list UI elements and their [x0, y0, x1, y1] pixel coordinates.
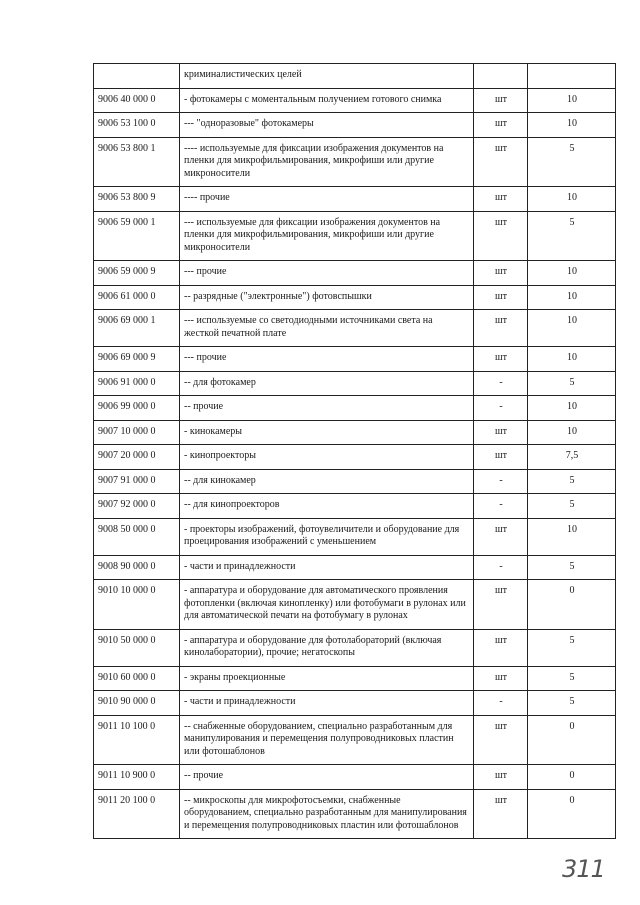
name-cell: --- используемые со светодиодными источниками света на жесткой печатной плате [180, 310, 474, 347]
unit-cell: - [474, 494, 528, 519]
table-row [94, 494, 616, 519]
table-row [94, 64, 616, 89]
name-cell: -- снабженные оборудованием, специально разработанным для манипулирования и перемещения полупроводниковых пластин или фотошаблонов [180, 715, 474, 765]
code-cell: 9006 59 000 9 [94, 261, 180, 286]
code-cell: 9008 50 000 0 [94, 518, 180, 555]
unit-cell: - [474, 396, 528, 421]
code-cell: 9006 40 000 0 [94, 88, 180, 113]
value-cell: 7,5 [528, 445, 616, 470]
value-cell: 5 [528, 371, 616, 396]
value-cell: 10 [528, 88, 616, 113]
value-cell: 10 [528, 187, 616, 212]
table-row [94, 580, 616, 630]
code-cell: 9006 53 800 9 [94, 187, 180, 212]
name-cell: - проекторы изображений, фотоувеличители и оборудование для проецирования изображений с уменьшением [180, 518, 474, 555]
code-cell: 9010 10 000 0 [94, 580, 180, 630]
code-cell: 9008 90 000 0 [94, 555, 180, 580]
name-cell: - кинокамеры [180, 420, 474, 445]
code-cell: 9007 10 000 0 [94, 420, 180, 445]
name-cell: - аппаратура и оборудование для фотолабораторий (включая кинолаборатории), прочие; негатоскопы [180, 629, 474, 666]
table-row [94, 420, 616, 445]
unit-cell: шт [474, 666, 528, 691]
code-cell: 9006 69 000 1 [94, 310, 180, 347]
code-cell: 9010 50 000 0 [94, 629, 180, 666]
name-cell: -- микроскопы для микрофотосъемки, снабженные оборудованием, специально разработанным для манипулирования и перемещения полупроводниковых пластин или фотошаблонов [180, 789, 474, 839]
value-cell: 5 [528, 691, 616, 716]
code-cell: 9010 60 000 0 [94, 666, 180, 691]
name-cell: -- для кинопроекторов [180, 494, 474, 519]
code-cell: 9006 53 100 0 [94, 113, 180, 138]
table-row [94, 445, 616, 470]
unit-cell: - [474, 555, 528, 580]
code-cell: 9011 10 100 0 [94, 715, 180, 765]
code-cell: 9006 59 000 1 [94, 211, 180, 261]
unit-cell: шт [474, 789, 528, 839]
unit-cell: шт [474, 347, 528, 372]
name-cell: - части и принадлежности [180, 555, 474, 580]
unit-cell: шт [474, 113, 528, 138]
unit-cell: шт [474, 420, 528, 445]
value-cell: 10 [528, 347, 616, 372]
name-cell: -- разрядные ("электронные") фотовспышки [180, 285, 474, 310]
code-cell: 9007 91 000 0 [94, 469, 180, 494]
value-cell: 0 [528, 715, 616, 765]
unit-cell: шт [474, 310, 528, 347]
value-cell: 10 [528, 285, 616, 310]
table-row [94, 113, 616, 138]
value-cell: 5 [528, 555, 616, 580]
table-row [94, 715, 616, 765]
name-cell: --- "одноразовые" фотокамеры [180, 113, 474, 138]
code-cell: 9006 69 000 9 [94, 347, 180, 372]
value-cell [528, 64, 616, 89]
code-cell: 9006 53 800 1 [94, 137, 180, 187]
unit-cell: шт [474, 187, 528, 212]
name-cell: --- прочие [180, 347, 474, 372]
tariff-table [93, 63, 616, 839]
value-cell: 0 [528, 765, 616, 790]
table-body [94, 64, 616, 839]
code-cell: 9006 91 000 0 [94, 371, 180, 396]
unit-cell: шт [474, 715, 528, 765]
table-row [94, 285, 616, 310]
name-cell: криминалистических целей [180, 64, 474, 89]
value-cell: 10 [528, 310, 616, 347]
unit-cell: шт [474, 765, 528, 790]
code-cell: 9006 61 000 0 [94, 285, 180, 310]
value-cell: 10 [528, 396, 616, 421]
value-cell: 5 [528, 494, 616, 519]
name-cell: -- для фотокамер [180, 371, 474, 396]
name-cell: -- для кинокамер [180, 469, 474, 494]
table-row [94, 396, 616, 421]
name-cell: -- прочие [180, 396, 474, 421]
table-row [94, 88, 616, 113]
unit-cell [474, 64, 528, 89]
table-row [94, 555, 616, 580]
table-row [94, 211, 616, 261]
name-cell: -- прочие [180, 765, 474, 790]
table-row [94, 518, 616, 555]
unit-cell: шт [474, 629, 528, 666]
value-cell: 5 [528, 666, 616, 691]
table-row [94, 691, 616, 716]
unit-cell: шт [474, 261, 528, 286]
value-cell: 0 [528, 580, 616, 630]
name-cell: ---- прочие [180, 187, 474, 212]
table-row [94, 371, 616, 396]
handwritten-page-number: 311 [562, 855, 605, 883]
table-row [94, 666, 616, 691]
name-cell: ---- используемые для фиксации изображения документов на пленки для микрофильмирования, микрофиши или другие микроносители [180, 137, 474, 187]
code-cell: 9011 20 100 0 [94, 789, 180, 839]
value-cell: 10 [528, 261, 616, 286]
name-cell: - аппаратура и оборудование для автоматического проявления фотопленки (включая кинопленку) или фотобумаги в рулонах или для автоматической печати на фотобумагу в рулонах [180, 580, 474, 630]
table-row [94, 469, 616, 494]
unit-cell: шт [474, 137, 528, 187]
unit-cell: шт [474, 518, 528, 555]
value-cell: 10 [528, 420, 616, 445]
name-cell: - кинопроекторы [180, 445, 474, 470]
code-cell: 9006 99 000 0 [94, 396, 180, 421]
unit-cell: шт [474, 211, 528, 261]
code-cell: 9010 90 000 0 [94, 691, 180, 716]
name-cell: --- используемые для фиксации изображения документов на пленки для микрофильмирования, микрофиши или другие микроносители [180, 211, 474, 261]
table-row [94, 765, 616, 790]
unit-cell: - [474, 691, 528, 716]
table-row [94, 789, 616, 839]
code-cell: 9007 92 000 0 [94, 494, 180, 519]
unit-cell: - [474, 469, 528, 494]
table-row [94, 347, 616, 372]
unit-cell: шт [474, 285, 528, 310]
value-cell: 5 [528, 137, 616, 187]
table-row [94, 261, 616, 286]
name-cell: - фотокамеры с моментальным получением готового снимка [180, 88, 474, 113]
value-cell: 10 [528, 113, 616, 138]
code-cell [94, 64, 180, 89]
code-cell: 9007 20 000 0 [94, 445, 180, 470]
name-cell: --- прочие [180, 261, 474, 286]
table-row [94, 137, 616, 187]
unit-cell: шт [474, 580, 528, 630]
table-row [94, 187, 616, 212]
table-row [94, 629, 616, 666]
value-cell: 0 [528, 789, 616, 839]
value-cell: 10 [528, 518, 616, 555]
value-cell: 5 [528, 629, 616, 666]
value-cell: 5 [528, 211, 616, 261]
name-cell: - экраны проекционные [180, 666, 474, 691]
unit-cell: шт [474, 445, 528, 470]
unit-cell: шт [474, 88, 528, 113]
value-cell: 5 [528, 469, 616, 494]
name-cell: - части и принадлежности [180, 691, 474, 716]
code-cell: 9011 10 900 0 [94, 765, 180, 790]
table-row [94, 310, 616, 347]
unit-cell: - [474, 371, 528, 396]
